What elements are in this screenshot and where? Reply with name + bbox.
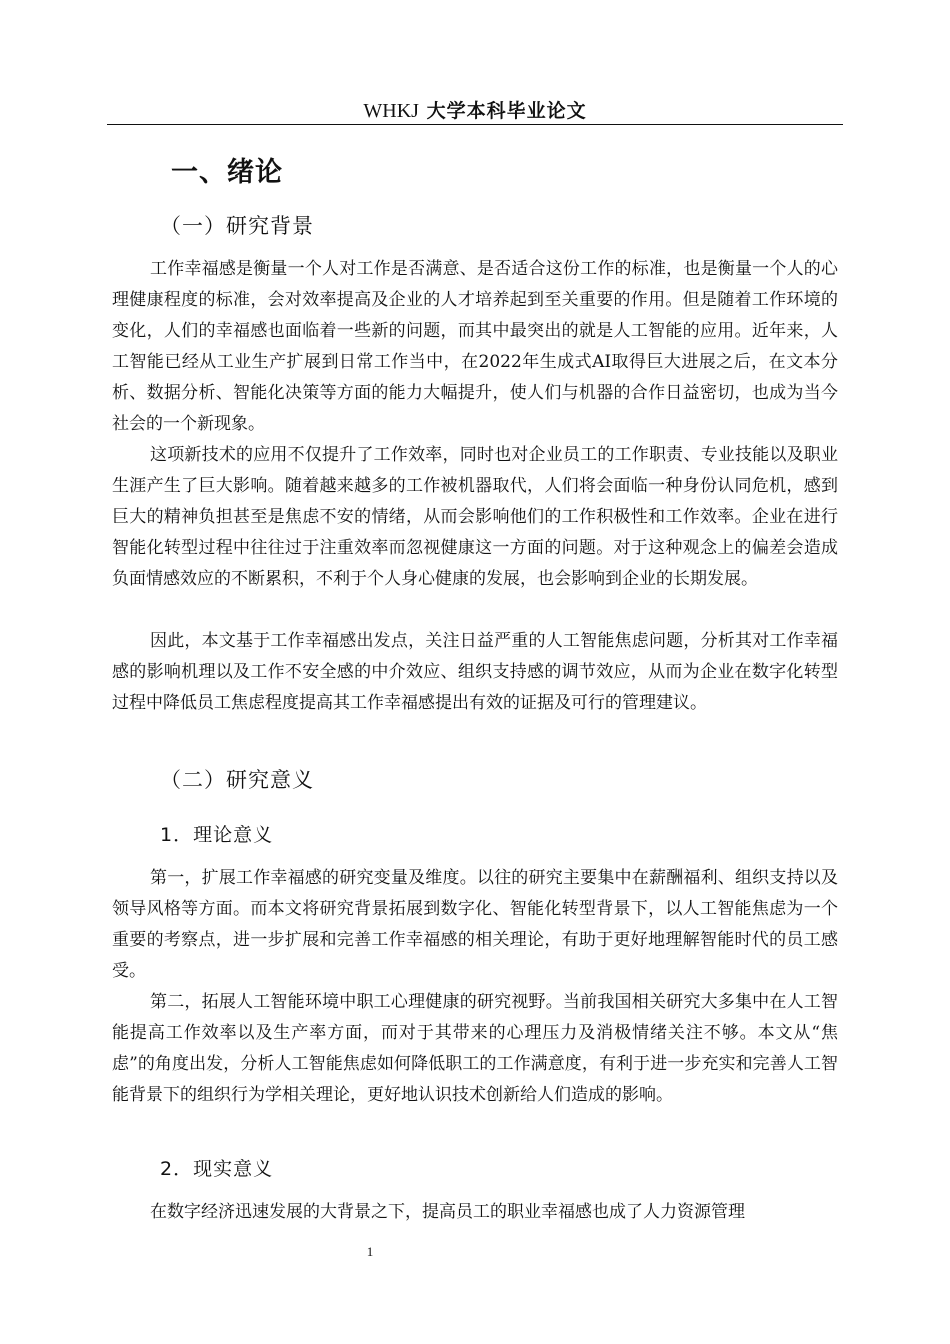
chapter-title: 一、绪论 [171, 157, 283, 188]
paragraph-background-3: 因此，本文基于工作幸福感出发点，关注日益严重的人工智能焦虑问题，分析其对工作幸福感的影响机理以及工作不安全感的中介效应、组织支持感的调节效应，从而为企业在数字化转型过程中降低员工焦虑程度提高其工作幸福感提出有效的证据及可行的管理建议。 [112, 631, 838, 713]
header-title: 大学本科毕业论文 [426, 100, 587, 122]
subsection-heading-theory: 1．理论意义 [160, 824, 274, 846]
header-latin: WHKJ [363, 100, 419, 122]
paragraph-background-1: 工作幸福感是衡量一个人对工作是否满意、是否适合这份工作的标准，也是衡量一个人的心理健康程度的标准，会对效率提高及企业的人才培养起到至关重要的作用。但是随着工作环境的变化，人们的幸福感也面临着一些新的问题，而其中最突出的就是人工智能的应用。近年来，人工智能已经从工业生产扩展到日常工作当中，在2022年生成式AI取得巨大进展之后，在文本分析、数据分析、智能化决策等方面的能力大幅提升，使人们与机器的合作日益密切，也成为当今社会的一个新现象。 [112, 259, 838, 434]
section-heading-background: （一）研究背景 [160, 214, 314, 238]
paragraph-practice-1: 在数字经济迅速发展的大背景之下，提高员工的职业幸福感也成了人力资源管理 [150, 1202, 745, 1222]
page-header [107, 96, 843, 123]
header-rule [107, 124, 843, 125]
paragraph-theory-2: 第二，拓展人工智能环境中职工心理健康的研究视野。当前我国相关研究大多集中在人工智能提高工作效率以及生产率方面，而对于其带来的心理压力及消极情绪关注不够。本文从“焦虑”的角度出发，分析人工智能焦虑如何降低职工的工作满意度，有利于进一步充实和完善人工智能背景下的组织行为学相关理论，更好地认识技术创新给人们造成的影响。 [112, 992, 838, 1105]
page-number: 1 [366, 1244, 374, 1259]
paragraph-background-2: 这项新技术的应用不仅提升了工作效率，同时也对企业员工的工作职责、专业技能以及职业生涯产生了巨大影响。随着越来越多的工作被机器取代，人们将会面临一种身份认同危机，感到巨大的精神负担甚至是焦虑不安的情绪，从而会影响他们的工作积极性和工作效率。企业在进行智能化转型过程中往往过于注重效率而忽视健康这一方面的问题。对于这种观念上的偏差会造成负面情感效应的不断累积，不利于个人身心健康的发展，也会影响到企业的长期发展。 [112, 445, 838, 589]
subsection-heading-practice: 2．现实意义 [160, 1158, 274, 1180]
paragraph-theory-1: 第一，扩展工作幸福感的研究变量及维度。以往的研究主要集中在薪酬福利、组织支持以及领导风格等方面。而本文将研究背景拓展到数字化、智能化转型背景下，以人工智能焦虑为一个重要的考察点，进一步扩展和完善工作幸福感的相关理论，有助于更好地理解智能时代的员工感受。 [112, 868, 838, 981]
section-heading-significance: （二）研究意义 [160, 768, 314, 792]
